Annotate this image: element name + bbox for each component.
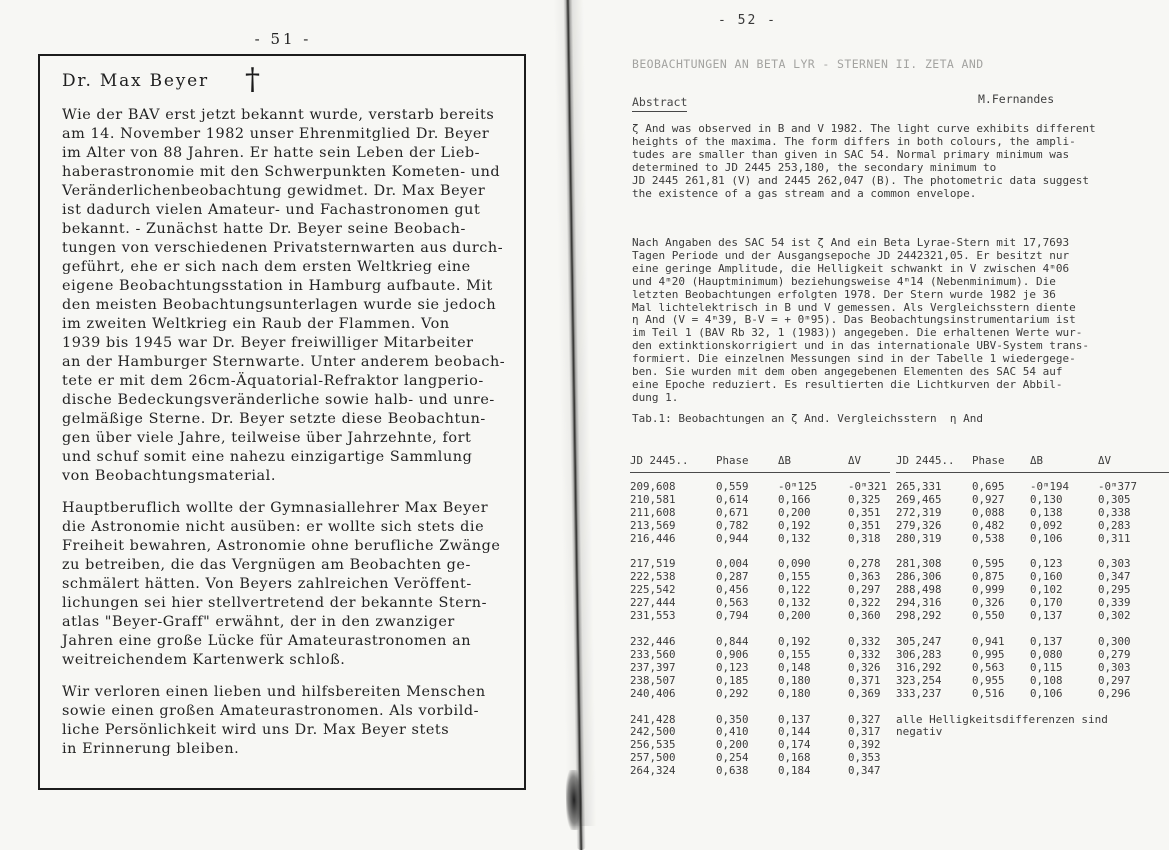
text-line: am 14. November 1982 unser Ehrenmitglied Dr. Beyer bbox=[62, 126, 490, 142]
table-cell: 0,955 bbox=[972, 673, 1005, 687]
table-cell: 0,123 bbox=[716, 660, 749, 674]
table-cell: 256,535 bbox=[630, 738, 676, 752]
table-cell: 0,339 bbox=[1098, 596, 1131, 610]
text-line: Wir verloren einen lieben und hilfsbereiten Menschen bbox=[62, 684, 486, 700]
table-cell: 0,300 bbox=[1098, 634, 1131, 648]
gutter-bottom-mark bbox=[565, 770, 582, 830]
table-row bbox=[630, 610, 896, 623]
text-line: Mal lichtelektrisch in B und V gemessen. Als Vergleichsstern diente bbox=[632, 300, 1076, 314]
table-cell: 0,638 bbox=[716, 764, 749, 778]
text-line: zu betreiben, die das Vergnügen am Beobachten ge- bbox=[62, 557, 471, 573]
table-cell: 0,106 bbox=[1030, 531, 1063, 545]
text-line: Hauptberuflich wollte der Gymnasiallehrer Max Beyer bbox=[62, 500, 489, 516]
table-row bbox=[896, 675, 1169, 688]
table-cell: 222,538 bbox=[630, 570, 676, 584]
table-cell: 0,351 bbox=[848, 518, 881, 532]
column-header: Phase bbox=[972, 454, 1005, 467]
table-row bbox=[630, 688, 896, 701]
table-cell: 0,482 bbox=[972, 518, 1005, 532]
table-left-block bbox=[630, 455, 896, 791]
text-line: lichungen sei hier stellvertretend der bekannte Stern- bbox=[62, 595, 487, 611]
table-cell: 257,500 bbox=[630, 751, 676, 765]
table-cell: 213,569 bbox=[630, 518, 676, 532]
table-group bbox=[630, 558, 896, 623]
table-cell: 0,102 bbox=[1030, 583, 1063, 597]
table-cell: 272,319 bbox=[896, 505, 942, 519]
table-cell: 233,560 bbox=[630, 647, 676, 661]
column-header: Phase bbox=[716, 454, 749, 467]
table-cell: 0,123 bbox=[1030, 557, 1063, 571]
table-group bbox=[896, 481, 1169, 546]
table-row bbox=[896, 662, 1169, 675]
paragraph bbox=[62, 106, 506, 486]
table-cell: 0,297 bbox=[848, 583, 881, 597]
table-cell: 0,296 bbox=[1098, 686, 1131, 700]
gutter-fold-line bbox=[563, 0, 586, 850]
table-right-block bbox=[896, 455, 1169, 791]
table-row bbox=[896, 610, 1169, 623]
page-number-left: - 51 - bbox=[254, 30, 312, 48]
text-line: und 4ᵐ20 (Hauptminimum) beziehungsweise 4ᵐ14 (Nebenminimum). Die bbox=[632, 274, 1056, 288]
table-row bbox=[630, 494, 896, 507]
table-cell: 0,350 bbox=[716, 712, 749, 726]
text-line: determined to JD 2445 253,180, the secondary minimum to bbox=[632, 160, 997, 174]
text-line: in Erinnerung bleiben. bbox=[62, 741, 240, 757]
table-cell: 0,283 bbox=[1098, 518, 1131, 532]
text-line: dung 1. bbox=[632, 390, 679, 404]
table-cell: 0,327 bbox=[848, 712, 881, 726]
table-cell: 298,292 bbox=[896, 609, 942, 623]
table-cell: 0,170 bbox=[1030, 596, 1063, 610]
table-cell: 0,254 bbox=[716, 751, 749, 765]
text-line: die Astronomie nicht ausüben: er wollte sich stets die bbox=[62, 519, 485, 535]
table-cell: 0,137 bbox=[1030, 609, 1063, 623]
table-cell: 0,132 bbox=[778, 596, 811, 610]
table-row bbox=[896, 520, 1169, 533]
table-cell: 0,516 bbox=[972, 686, 1005, 700]
table-cell: 0,351 bbox=[848, 505, 881, 519]
table-caption: Tab.1: Beobachtungen an ζ And. Vergleichsstern η And bbox=[632, 412, 983, 425]
text-line: eine geringe Amplitude, die Helligkeit schwankt in V zwischen 4ᵐ06 bbox=[632, 261, 1070, 275]
text-line: heights of the maxima. The form differs in both colours, the ampli- bbox=[632, 134, 1076, 148]
table-cell: 0,906 bbox=[716, 647, 749, 661]
table-cell: 0,332 bbox=[848, 634, 881, 648]
table-cell: 0,347 bbox=[1098, 570, 1131, 584]
table-cell: -0ᵐ377 bbox=[1098, 479, 1138, 493]
table-cell: 0,185 bbox=[716, 673, 749, 687]
table-cell: 0,311 bbox=[1098, 531, 1131, 545]
text-line: ben. Sie wurden mit dem oben angegebenen Elementen des SAC 54 auf bbox=[632, 365, 1063, 379]
table-cell: 238,507 bbox=[630, 673, 676, 687]
text-line: ζ And was observed in B and V 1982. The light curve exhibits different bbox=[632, 122, 1096, 135]
table-cell: 265,331 bbox=[896, 479, 942, 493]
table-cell: 240,406 bbox=[630, 686, 676, 700]
table-cell: 237,397 bbox=[630, 660, 676, 674]
table-cell: 0,138 bbox=[1030, 505, 1063, 519]
table-row bbox=[630, 533, 896, 546]
text-line: Wie der BAV erst jetzt bekannt wurde, verstarb bereits bbox=[62, 107, 495, 123]
table-cell: 286,306 bbox=[896, 570, 942, 584]
table-cell: 209,608 bbox=[630, 479, 676, 493]
table-cell: 0,303 bbox=[1098, 557, 1131, 571]
table-cell: 0,200 bbox=[716, 738, 749, 752]
table-cell: 269,465 bbox=[896, 492, 942, 506]
text-line: den extinktionskorrigiert und in das internationale UBV-System trans- bbox=[632, 339, 1089, 353]
table-cell: 211,608 bbox=[630, 505, 676, 519]
table-cell: 316,292 bbox=[896, 660, 942, 674]
table-cell: 232,446 bbox=[630, 634, 676, 648]
table-cell: 210,581 bbox=[630, 492, 676, 506]
table-cell: 0,303 bbox=[1098, 660, 1131, 674]
table-cell: 0,155 bbox=[778, 570, 811, 584]
text-line: 1939 bis 1945 war Dr. Beyer freiwilliger Mitarbeiter bbox=[62, 335, 474, 351]
table-row bbox=[630, 662, 896, 675]
abstract-label: Abstract bbox=[632, 95, 687, 112]
table-row bbox=[896, 533, 1169, 546]
table-cell: 0,944 bbox=[716, 531, 749, 545]
table-cell: 306,283 bbox=[896, 647, 942, 661]
table-cell: 0,875 bbox=[972, 570, 1005, 584]
table-row bbox=[896, 494, 1169, 507]
table-cell: 333,237 bbox=[896, 686, 942, 700]
table-group bbox=[630, 714, 896, 779]
table-cell: 0,538 bbox=[972, 531, 1005, 545]
text-line: und schuf somit eine nahezu einzigartige Sammlung bbox=[62, 449, 473, 465]
table-cell: 231,553 bbox=[630, 609, 676, 623]
table-cell: 0,563 bbox=[716, 596, 749, 610]
text-line: bekannt. - Zunächst hatte Dr. Beyer seine Beobach- bbox=[62, 221, 466, 237]
table-cell: 225,542 bbox=[630, 583, 676, 597]
table-cell: 0,168 bbox=[778, 751, 811, 765]
table-cell: 264,324 bbox=[630, 764, 676, 778]
table-cell: 0,192 bbox=[778, 518, 811, 532]
obituary-box bbox=[38, 54, 526, 790]
table-cell: 0,317 bbox=[848, 725, 881, 739]
text-line: alle Helligkeitsdifferenzen sind bbox=[896, 712, 1108, 726]
table-cell: 0,287 bbox=[716, 570, 749, 584]
table-cell: 0,369 bbox=[848, 686, 881, 700]
table-cell: 0,090 bbox=[778, 557, 811, 571]
text-line: gen über viele Jahre, teilweise über Jahrzehnte, fort bbox=[62, 430, 472, 446]
table-right-rows bbox=[896, 481, 1169, 701]
text-line: atlas "Beyer-Graff" erwähnt, der in den zwanziger bbox=[62, 614, 455, 630]
table-left-rows bbox=[630, 481, 896, 778]
text-line: den meisten Beobachtungsunterlagen wurde sie jedoch bbox=[62, 297, 497, 313]
table-group bbox=[896, 558, 1169, 623]
text-line: η And (V = 4ᵐ39, B-V = + 0ᵐ95). Das Beobachtungsinstrumentarium ist bbox=[632, 313, 1076, 327]
table-cell: 0,122 bbox=[778, 583, 811, 597]
report-title: BEOBACHTUNGEN AN BETA LYR - STERNEN II. ZETA AND bbox=[632, 57, 984, 71]
table-cell: 0,160 bbox=[1030, 570, 1063, 584]
table-cell: 0,144 bbox=[778, 725, 811, 739]
table-row bbox=[630, 675, 896, 688]
text-line: letzten Beobachtungen erfolgten 1978. Der Stern wurde 1982 je 36 bbox=[632, 287, 1056, 301]
text-line: von Beobachtungsmaterial. bbox=[62, 468, 276, 484]
table-group bbox=[630, 481, 896, 546]
column-header: ΔV bbox=[848, 454, 862, 467]
table-cell: 0,325 bbox=[848, 492, 881, 506]
table-cell: 323,254 bbox=[896, 673, 942, 687]
table-cell: 0,155 bbox=[778, 647, 811, 661]
table-note bbox=[896, 714, 1169, 740]
obituary-title: Dr. Max Beyer bbox=[62, 71, 209, 91]
table-cell: 0,106 bbox=[1030, 686, 1063, 700]
table-cell: 0,318 bbox=[848, 531, 881, 545]
table-row bbox=[896, 649, 1169, 662]
table-cell: 0,322 bbox=[848, 596, 881, 610]
table-cell: 0,297 bbox=[1098, 673, 1131, 687]
table-group bbox=[896, 636, 1169, 701]
table-cell: 0,302 bbox=[1098, 609, 1131, 623]
text-line: Nach Angaben des SAC 54 ist ζ And ein Beta Lyrae-Stern mit 17,7693 bbox=[632, 236, 1070, 249]
memorial-cross-icon: † bbox=[244, 62, 260, 97]
text-line: im Teil 1 (BAV Rb 32, 1 (1983)) angegeben. Die erhaltenen Werte wur- bbox=[632, 326, 1083, 340]
table-cell: 0,092 bbox=[1030, 518, 1063, 532]
obituary-text bbox=[62, 106, 506, 759]
table-cell: 0,305 bbox=[1098, 492, 1131, 506]
table-cell: 0,148 bbox=[778, 660, 811, 674]
text-line: formiert. Die einzelnen Messungen sind in der Tabelle 1 wiedergege- bbox=[632, 352, 1076, 366]
table-cell: 0,180 bbox=[778, 673, 811, 687]
table-cell: 0,295 bbox=[1098, 583, 1131, 597]
table-row bbox=[630, 636, 896, 649]
table-row bbox=[896, 481, 1169, 494]
table-cell: 0,995 bbox=[972, 647, 1005, 661]
table-cell: 305,247 bbox=[896, 634, 942, 648]
table-cell: 0,371 bbox=[848, 673, 881, 687]
table-cell: 241,428 bbox=[630, 712, 676, 726]
text-line: the existence of a gas stream and a common envelope. bbox=[632, 186, 977, 200]
text-line: eine Epoche reduziert. Es resultierten die Lichtkurven der Abbil- bbox=[632, 377, 1063, 391]
table-cell: 0,332 bbox=[848, 647, 881, 661]
table-cell: 279,326 bbox=[896, 518, 942, 532]
table-row bbox=[896, 636, 1169, 649]
table-header-row bbox=[630, 455, 896, 468]
text-line: haberastronomie mit den Schwerpunkten Kometen- und bbox=[62, 164, 501, 180]
column-header: ΔB bbox=[1030, 454, 1044, 467]
text-line: JD 2445 261,81 (V) and 2445 262,047 (B). The photometric data suggest bbox=[632, 173, 1089, 187]
table-cell: 0,927 bbox=[972, 492, 1005, 506]
text-line: eigene Beobachtungsstation in Hamburg aufbaute. Mit bbox=[62, 278, 493, 294]
table-cell: 0,166 bbox=[778, 492, 811, 506]
table-cell: 0,360 bbox=[848, 609, 881, 623]
table-cell: 0,137 bbox=[1030, 634, 1063, 648]
table-cell: -0ᵐ194 bbox=[1030, 479, 1070, 493]
table-cell: 0,200 bbox=[778, 505, 811, 519]
table-cell: 0,410 bbox=[716, 725, 749, 739]
table-cell: 281,308 bbox=[896, 557, 942, 571]
table-cell: 217,519 bbox=[630, 557, 676, 571]
table-row bbox=[896, 688, 1169, 701]
observations-table bbox=[630, 455, 1169, 791]
table-cell: 0,614 bbox=[716, 492, 749, 506]
book-binding-gutter bbox=[556, 0, 590, 826]
table-cell: 0,080 bbox=[1030, 647, 1063, 661]
table-cell: 0,004 bbox=[716, 557, 749, 571]
table-cell: 280,319 bbox=[896, 531, 942, 545]
table-cell: 0,184 bbox=[778, 764, 811, 778]
table-cell: 0,108 bbox=[1030, 673, 1063, 687]
text-line: schmälert hätten. Von Beyers zahlreichen Veröffent- bbox=[62, 576, 472, 592]
obituary-title-row bbox=[62, 62, 503, 97]
table-cell: 288,498 bbox=[896, 583, 942, 597]
table-cell: 0,941 bbox=[972, 634, 1005, 648]
table-cell: 216,446 bbox=[630, 531, 676, 545]
text-line: im zweiten Weltkrieg ein Raub der Flammen. Von bbox=[62, 316, 450, 332]
table-cell: 242,500 bbox=[630, 725, 676, 739]
text-line: geführt, ehe er sich nach dem ersten Weltkrieg eine bbox=[62, 259, 471, 275]
table-cell: 0,278 bbox=[848, 557, 881, 571]
table-row bbox=[630, 649, 896, 662]
report-page bbox=[628, 0, 1169, 826]
table-cell: 0,353 bbox=[848, 751, 881, 765]
body-text bbox=[632, 237, 1089, 405]
table-cell: 0,326 bbox=[972, 596, 1005, 610]
table-cell: 0,130 bbox=[1030, 492, 1063, 506]
table-cell: 0,671 bbox=[716, 505, 749, 519]
table-cell: 227,444 bbox=[630, 596, 676, 610]
table-cell: 0,559 bbox=[716, 479, 749, 493]
table-row bbox=[896, 507, 1169, 520]
table-cell: 0,137 bbox=[778, 712, 811, 726]
text-line: Jahren eine große Lücke für Amateurastronomen an bbox=[62, 633, 472, 649]
table-cell: 0,132 bbox=[778, 531, 811, 545]
gutter-shadow bbox=[554, 0, 597, 826]
table-row bbox=[630, 481, 896, 494]
table-group bbox=[630, 636, 896, 701]
text-line: liche Persönlichkeit wird uns Dr. Max Beyer stets bbox=[62, 722, 450, 738]
paragraph bbox=[62, 683, 503, 759]
table-cell: 0,844 bbox=[716, 634, 749, 648]
table-cell: 0,347 bbox=[848, 764, 881, 778]
table-cell: -0ᵐ321 bbox=[848, 479, 888, 493]
column-header: ΔB bbox=[778, 454, 792, 467]
text-line: gelmäßige Sterne. Dr. Beyer setzte diese Beobachtun- bbox=[62, 411, 486, 427]
table-cell: 0,115 bbox=[1030, 660, 1063, 674]
table-cell: 0,794 bbox=[716, 609, 749, 623]
text-line: sowie einen großen Amateurastronomen. Als vorbild- bbox=[62, 703, 480, 719]
table-cell: 0,338 bbox=[1098, 505, 1131, 519]
table-cell: 0,279 bbox=[1098, 647, 1131, 661]
table-cell: 0,550 bbox=[972, 609, 1005, 623]
text-line: tete er mit dem 26cm-Äquatorial-Refraktor langperio- bbox=[62, 373, 484, 389]
abstract-text bbox=[632, 123, 1096, 200]
table-row bbox=[630, 765, 896, 778]
table-cell: 0,782 bbox=[716, 518, 749, 532]
header-rule bbox=[896, 472, 1169, 473]
table-cell: 0,999 bbox=[972, 583, 1005, 597]
text-line: negativ bbox=[896, 725, 943, 739]
text-line: im Alter von 88 Jahren. Er hatte sein Leben der Lieb- bbox=[62, 145, 481, 161]
table-cell: 0,192 bbox=[778, 634, 811, 648]
text-line: tudes are smaller than given in SAC 54. Normal primary minimum was bbox=[632, 147, 1070, 161]
table-cell: 294,316 bbox=[896, 596, 942, 610]
table-cell: 0,292 bbox=[716, 686, 749, 700]
table-cell: 0,392 bbox=[848, 738, 881, 752]
table-cell: 0,326 bbox=[848, 660, 881, 674]
table-cell: 0,174 bbox=[778, 738, 811, 752]
table-cell: 0,456 bbox=[716, 583, 749, 597]
text-line: weitreichendem Kartenwerk schloß. bbox=[62, 652, 346, 668]
table-cell: 0,088 bbox=[972, 505, 1005, 519]
table-cell: 0,563 bbox=[972, 660, 1005, 674]
text-line: dische Bedeckungsveränderliche sowie halb- und unre- bbox=[62, 392, 495, 408]
text-line: tungen von verschiedenen Privatsternwarten aus durch- bbox=[62, 240, 504, 256]
author-name: M.Fernandes bbox=[978, 92, 1055, 106]
table-cell: 0,200 bbox=[778, 609, 811, 623]
table-cell: 0,695 bbox=[972, 479, 1005, 493]
table-cell: -0ᵐ125 bbox=[778, 479, 818, 493]
header-rule bbox=[630, 472, 890, 473]
column-header: JD 2445.. bbox=[630, 454, 689, 467]
table-cell: 0,180 bbox=[778, 686, 811, 700]
page-number-right: - 52 - bbox=[718, 13, 777, 28]
table-header-row bbox=[896, 455, 1169, 468]
table-row bbox=[630, 520, 896, 533]
table-row bbox=[630, 507, 896, 520]
paragraph bbox=[62, 499, 503, 670]
text-line: an der Hamburger Sternwarte. Unter anderem beobach- bbox=[62, 354, 506, 370]
text-line: Tagen Periode und der Ausgangsepoche JD 2442321,05. Er besitzt nur bbox=[632, 248, 1070, 262]
table-cell: 0,363 bbox=[848, 570, 881, 584]
text-line: Freiheit bewahren, Astronomie ohne berufliche Zwänge bbox=[62, 538, 501, 554]
text-line: Veränderlichenbeobachtung gewidmet. Dr. Max Beyer bbox=[62, 183, 486, 199]
column-header: ΔV bbox=[1098, 454, 1112, 467]
text-line: ist dadurch vielen Amateur- und Fachastronomen gut bbox=[62, 202, 481, 218]
table-cell: 0,595 bbox=[972, 557, 1005, 571]
column-header: JD 2445.. bbox=[896, 454, 955, 467]
